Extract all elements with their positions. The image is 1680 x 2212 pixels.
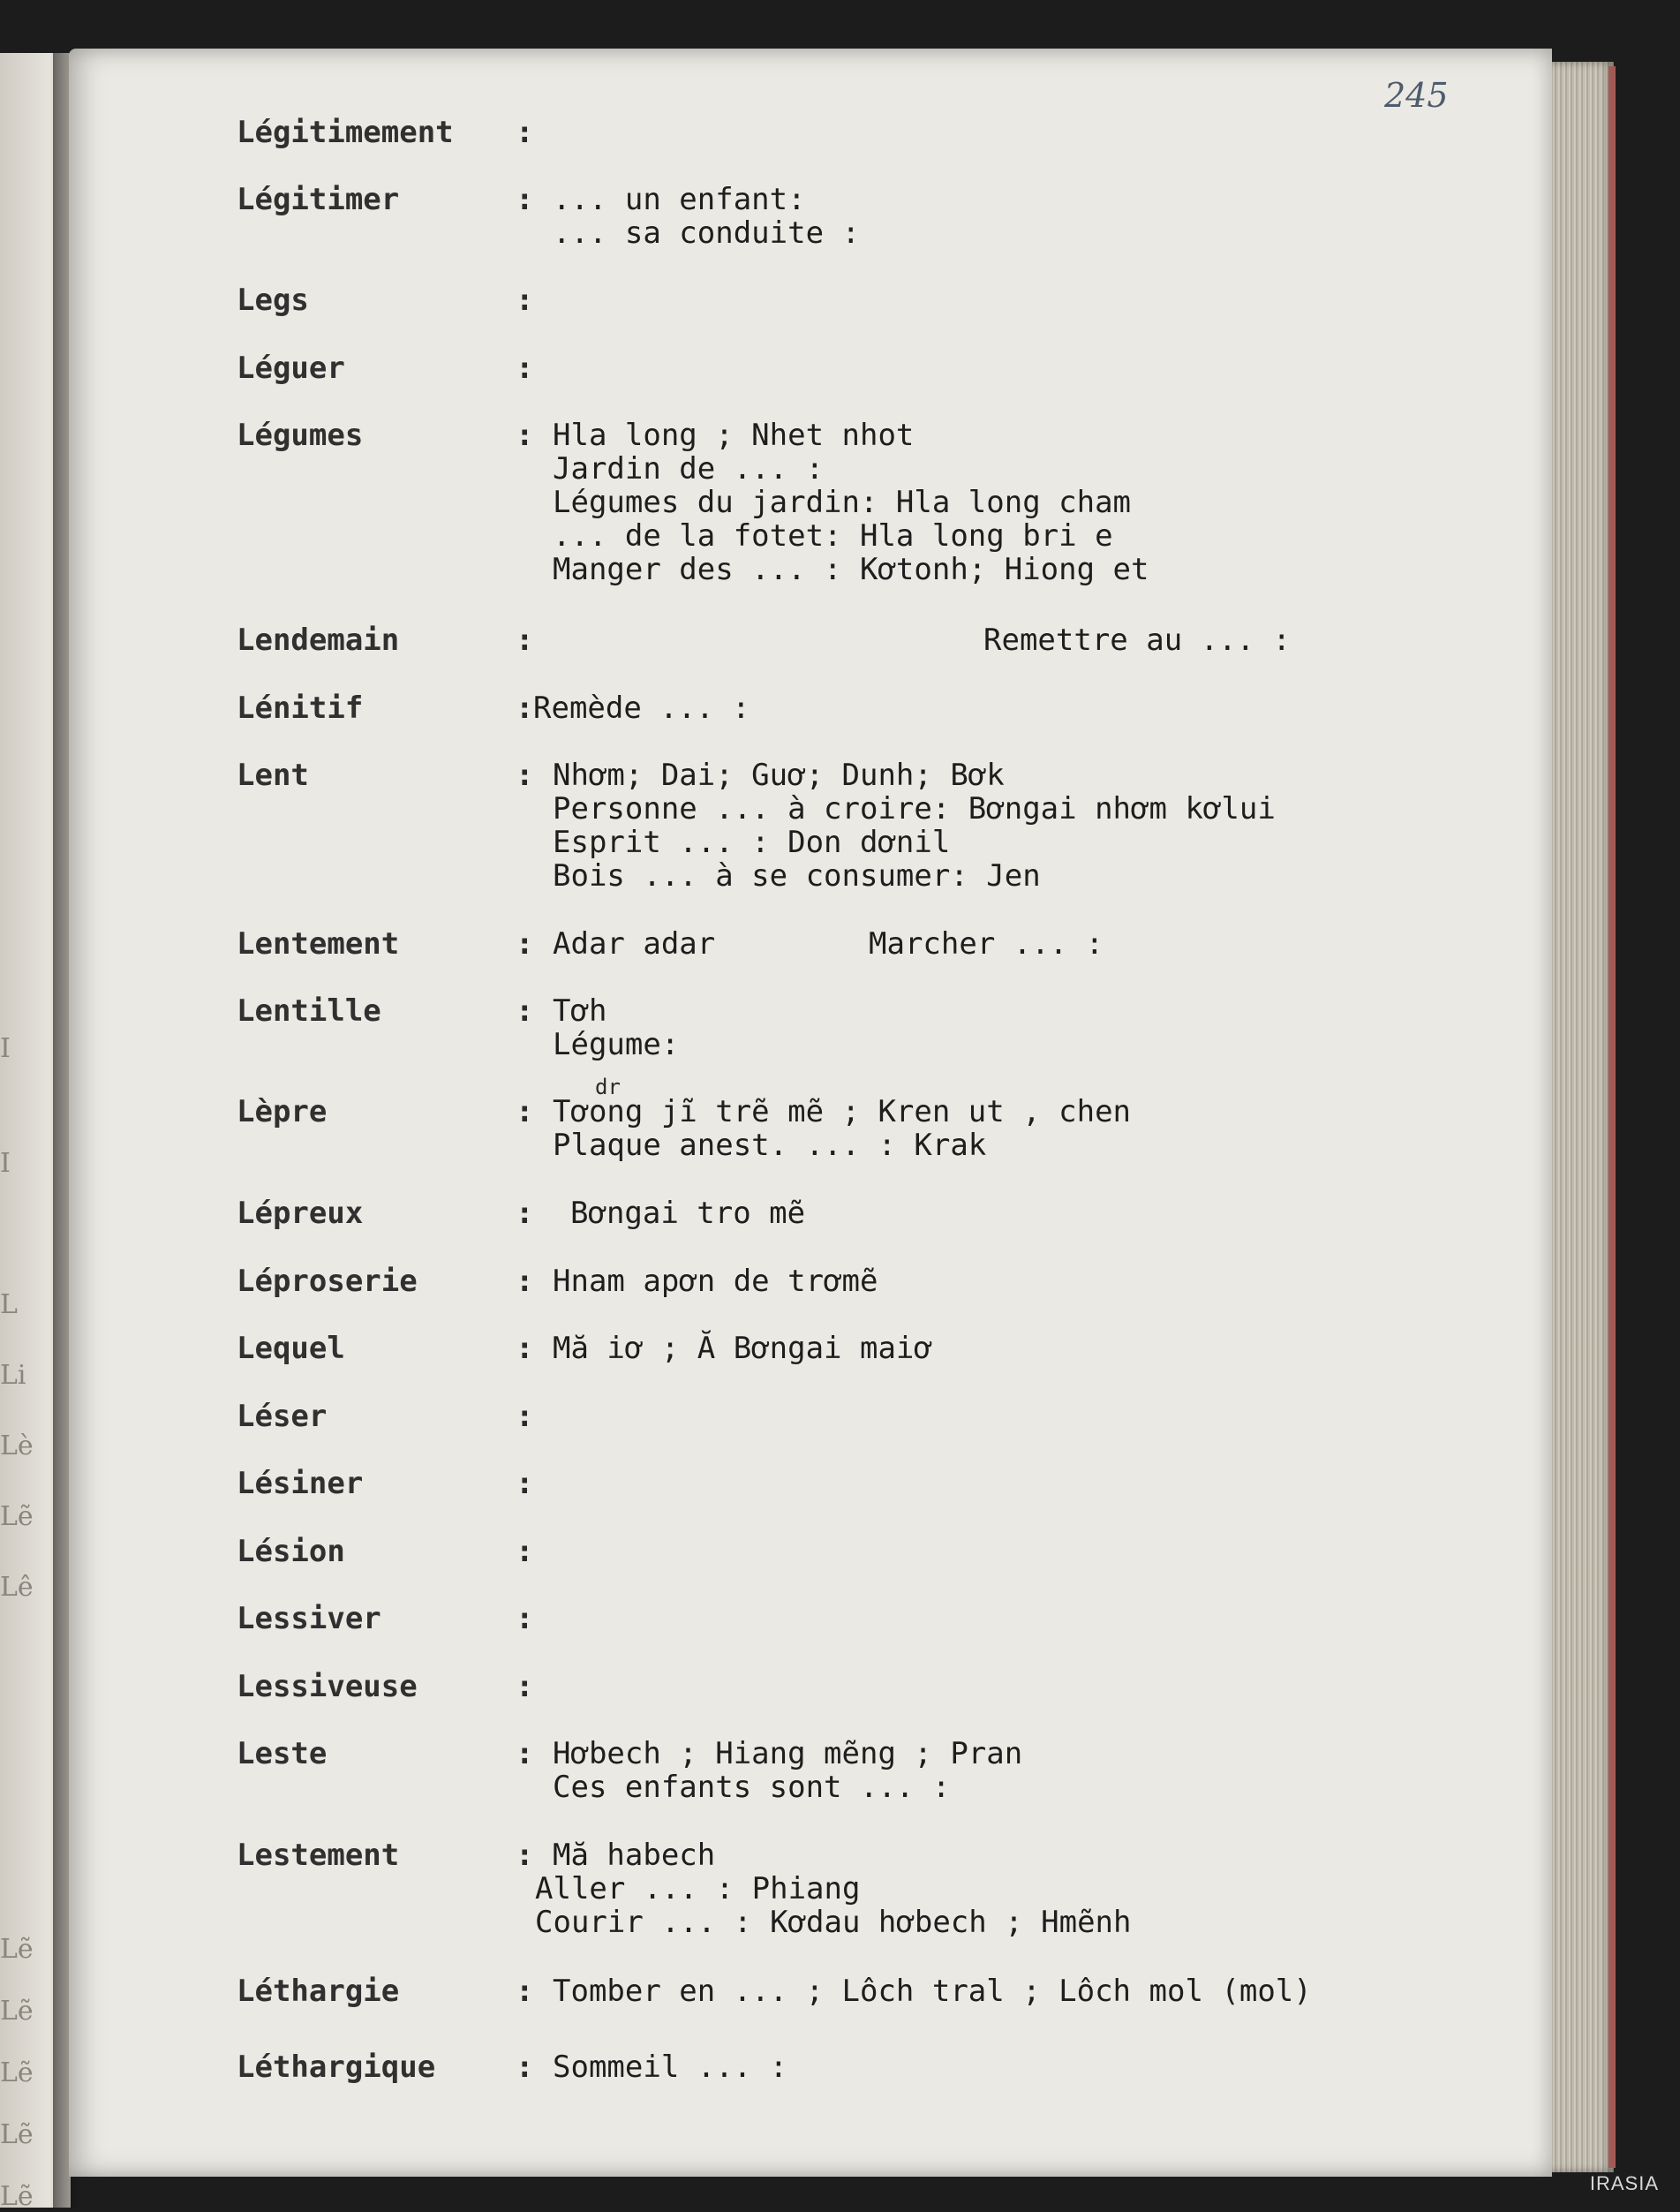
entry-definitions [553, 2050, 787, 2084]
entry-term: Légitimer [237, 182, 400, 217]
definition-line: Jardin de ... : [553, 451, 825, 487]
definition-line: Aller ... : Phiang [535, 1871, 861, 1906]
entry-remark: Marcher ... : [869, 926, 1104, 962]
definition-line: Courir ... : Kơdau hơbech ; Hmẽnh [535, 1905, 1132, 1940]
entry-colon: : [516, 1331, 534, 1366]
entry-colon: : [516, 1196, 534, 1231]
definition-line: Remède ... : [533, 691, 750, 726]
entry-definitions [553, 1095, 1131, 1162]
entry-definitions [553, 183, 860, 250]
watermark: IRASIA [1589, 2172, 1659, 2194]
entry-colon: : [516, 418, 534, 453]
entry-colon: : [516, 1669, 534, 1704]
entry-colon: : [516, 1534, 534, 1569]
entry-colon: : [516, 115, 534, 150]
definition-line: Ces enfants sont ... : [553, 1770, 951, 1805]
entry-term: Légitimement [237, 115, 454, 150]
entry-term: Lénitif [237, 691, 364, 726]
entry-colon: : [516, 1736, 534, 1771]
entry-term: Lésiner [237, 1466, 364, 1501]
entry-colon: : [516, 182, 534, 217]
definition-line: Bơngai tro mẽ [570, 1196, 806, 1231]
entry-definitions [553, 1265, 878, 1298]
left-page-fragment: Lẽ [0, 2057, 34, 2088]
left-page-fragment: Lẽ [0, 2119, 34, 2150]
definition-line: Hnam apơn de trơmẽ [553, 1264, 878, 1299]
page-number: 245 [1384, 76, 1449, 115]
definition-line: Légumes du jardin: Hla long cham [553, 485, 1132, 520]
entry-term: Lépreux [237, 1196, 364, 1231]
entry-term: Léthargique [237, 2050, 436, 2085]
entry-definitions [570, 1197, 805, 1230]
entry-term: Léguer [237, 351, 345, 386]
entry-definitions [533, 691, 750, 725]
entry-definitions [553, 759, 1276, 893]
definition-line: Tơh [553, 993, 607, 1029]
page-edge-red [1608, 66, 1616, 2168]
entry-colon: : [516, 351, 534, 386]
definition-line: Tơong jĩ trẽ mẽ ; Kren ut , chen [553, 1094, 1132, 1129]
entry-term: Leste [237, 1736, 328, 1771]
left-page-fragment: Lẽ [0, 1996, 34, 2027]
entry-term: Lessiver [237, 1601, 381, 1636]
entry-colon: : [516, 2050, 534, 2085]
definition-line: Plaque anest. ... : Krak [553, 1128, 987, 1163]
entry-term: Léproserie [237, 1264, 418, 1299]
entry-term: Léser [237, 1399, 328, 1434]
entry-definitions [553, 994, 679, 1061]
entry-superscript: dr [595, 1075, 621, 1099]
entry-term: Lentille [237, 993, 381, 1029]
definition-line: Légume: [553, 1027, 680, 1062]
entry-remark: Remettre au ... : [983, 623, 1291, 658]
entry-colon: : [516, 623, 534, 658]
entry-term: Lendemain [237, 623, 400, 658]
definition-line: Personne ... à croire: Bơngai nhơm kơlui [553, 791, 1276, 827]
entry-colon: : [516, 1399, 534, 1434]
definition-line: ... de la fotet: Hla long bri e [553, 518, 1113, 554]
left-page-fragment: I [0, 1033, 11, 1064]
entry-colon: : [516, 1264, 534, 1299]
entry-term: Lèpre [237, 1094, 328, 1129]
definition-line: ... sa conduite : [553, 215, 860, 251]
entry-definitions [553, 1332, 932, 1365]
definition-line: Hơbech ; Hiang mẽng ; Pran [553, 1736, 1023, 1771]
entry-colon: : [516, 1094, 534, 1129]
entry-definitions [553, 1737, 1022, 1804]
definition-line: Manger des ... : Kơtonh; Hiong et [553, 552, 1149, 587]
definition-line: Adar adar [553, 926, 716, 962]
entry-colon: : [516, 691, 534, 726]
entry-colon: : [516, 1601, 534, 1636]
entry-term: Lent [237, 758, 309, 793]
entry-colon: : [516, 1838, 534, 1873]
entry-colon: : [516, 758, 534, 793]
entry-term: Lessiveuse [237, 1669, 418, 1704]
entry-definitions [553, 1974, 1312, 2008]
entry-term: Lestement [237, 1838, 400, 1873]
definition-line: Mă habech [553, 1838, 716, 1873]
entry-colon: : [516, 1974, 534, 2009]
definition-line: Sommeil ... : [553, 2050, 788, 2085]
left-page-fragment: Lè [0, 1431, 34, 1461]
entry-colon: : [516, 283, 534, 318]
entry-term: Lésion [237, 1534, 345, 1569]
entry-colon: : [516, 1466, 534, 1501]
entry-colon: : [516, 993, 534, 1029]
left-page-fragment: Lê [0, 1572, 34, 1603]
entry-term: Léthargie [237, 1974, 400, 2009]
definition-line: ... un enfant: [553, 182, 806, 217]
left-page-fragment: Lẽ [0, 1501, 34, 1532]
definition-line: Nhơm; Dai; Guơ; Dunh; Bơk [553, 758, 1005, 793]
entry-term: Lentement [237, 926, 400, 962]
left-page-fragment: I [0, 1148, 11, 1179]
entry-definitions [535, 1838, 1132, 1940]
entry-definitions [553, 419, 1149, 586]
entry-term: Legs [237, 283, 309, 318]
definition-line: Hla long ; Nhet nhot [553, 418, 915, 453]
definition-line: Mă iơ ; Ă Bơngai maiơ [553, 1331, 932, 1366]
left-page-fragment: Lẽ [0, 1934, 34, 1965]
definition-line: Bois ... à se consumer: Jen [553, 858, 1041, 894]
left-page-fragment: Li [0, 1360, 26, 1391]
entry-colon: : [516, 926, 534, 962]
definition-line: Tomber en ... ; Lôch tral ; Lôch mol (mol) [553, 1974, 1312, 2009]
left-page-fragment: L [0, 1289, 18, 1320]
left-page-fragment: Lẽ [0, 2181, 34, 2212]
definition-line: Esprit ... : Don dơnil [553, 825, 951, 860]
entry-term: Lequel [237, 1331, 345, 1366]
entry-term: Légumes [237, 418, 364, 453]
entry-definitions [553, 927, 715, 961]
page-edges [1552, 62, 1614, 2172]
